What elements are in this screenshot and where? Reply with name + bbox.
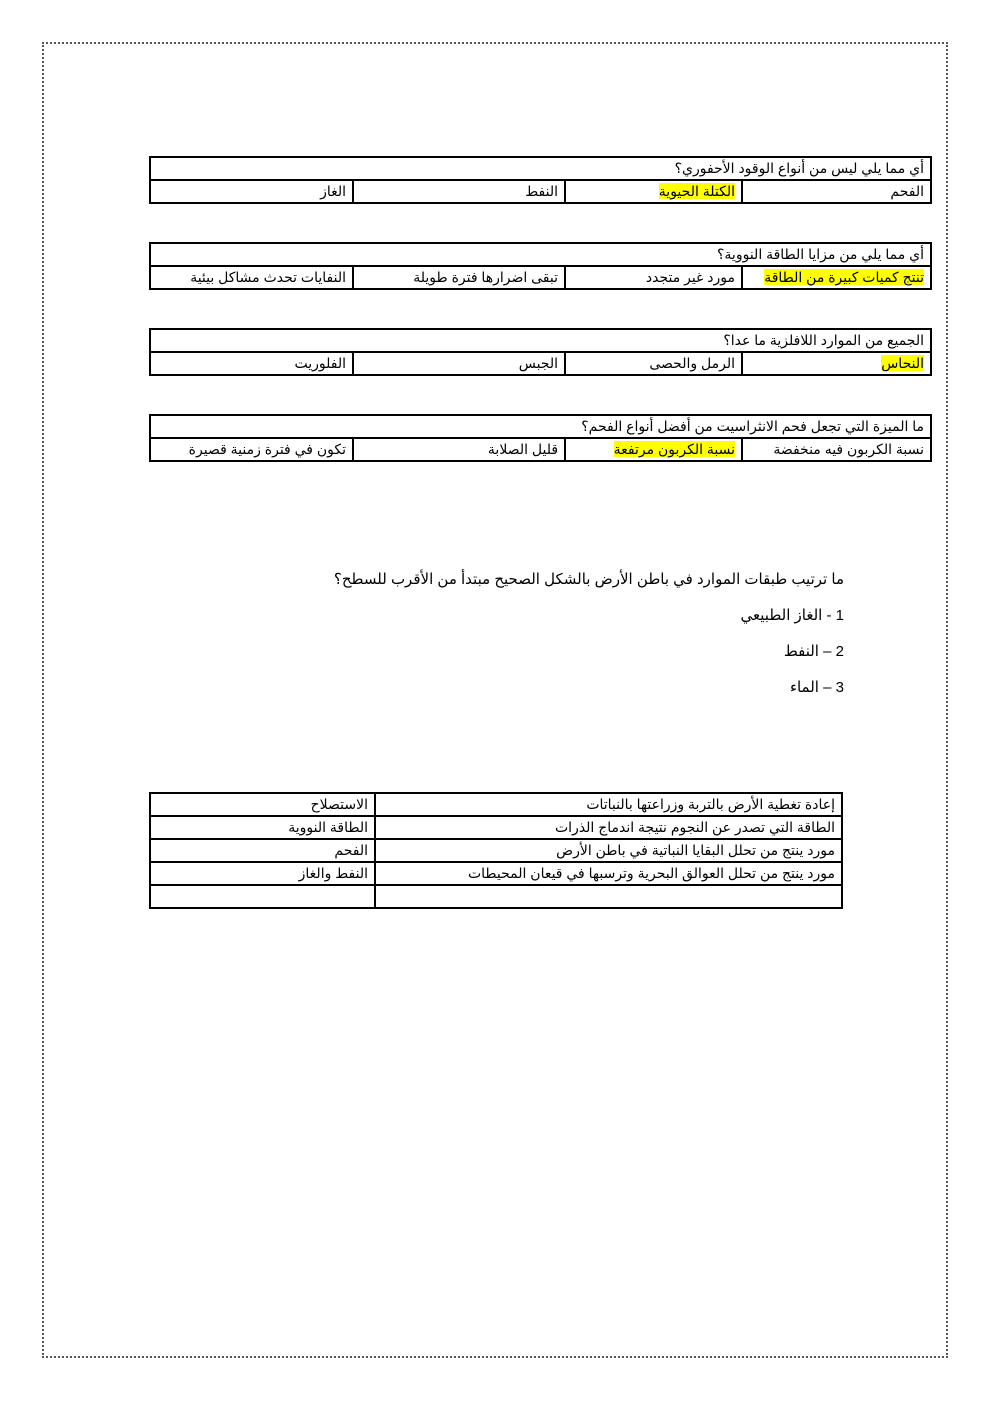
option-c: الجبس <box>353 352 565 375</box>
option-d: النفايات تحدث مشاكل بيئية <box>150 266 353 289</box>
table-row <box>150 816 842 839</box>
question-table-1 <box>149 156 932 204</box>
ordering-item: 2 – النفط <box>783 643 844 660</box>
highlighted-answer: نسبة الكربون مرتفعة <box>613 441 736 457</box>
ordering-item: 1 - الغاز الطبيعي <box>740 607 844 624</box>
table-row <box>150 839 842 862</box>
option-a: نسبة الكربون فيه منخفضة <box>742 438 931 461</box>
ordering-question <box>334 570 844 714</box>
definition-cell: الطاقة التي تصدر عن النجوم نتيجة اندماج الذرات <box>375 816 842 839</box>
option-b: الرمل والحصى <box>565 352 742 375</box>
ordering-prompt: ما ترتيب طبقات الموارد في باطن الأرض بالشكل الصحيح مبتدأ من الأقرب للسطح؟ <box>333 571 844 588</box>
option-c: قليل الصلابة <box>353 438 565 461</box>
option-b <box>565 180 742 203</box>
highlighted-answer: الكتلة الحيوية <box>658 183 735 199</box>
highlighted-answer: النحاس <box>881 355 924 371</box>
term-cell: الطاقة النووية <box>150 816 375 839</box>
matching-table <box>149 792 843 909</box>
question-text: ما الميزة التي تجعل فحم الانثراسيت من أفضل أنواع الفحم؟ <box>150 415 931 438</box>
term-cell: الفحم <box>150 839 375 862</box>
term-cell: الاستصلاح <box>150 793 375 816</box>
option-d: الفلوريت <box>150 352 353 375</box>
option-c: تبقى اضرارها فترة طويلة <box>353 266 565 289</box>
question-text: الجميع من الموارد اللافلزية ما عدا؟ <box>150 329 931 352</box>
option-a: الفحم <box>742 180 931 203</box>
question-table-3 <box>149 328 932 376</box>
option-c: النفط <box>353 180 565 203</box>
highlighted-answer: تنتج كميات كبيرة من الطاقة <box>764 269 924 285</box>
question-text: أي مما يلي من مزايا الطاقة النووية؟ <box>150 243 931 266</box>
table-row <box>150 793 842 816</box>
term-cell <box>150 885 375 908</box>
question-table-2 <box>149 242 932 290</box>
question-table-4 <box>149 414 932 462</box>
option-b <box>565 438 742 461</box>
option-b: مورد غير متجدد <box>565 266 742 289</box>
table-row <box>150 862 842 885</box>
table-row <box>150 885 842 908</box>
definition-cell: مورد ينتج من تحلل البقايا النباتية في باطن الأرض <box>375 839 842 862</box>
definition-cell: إعادة تغطية الأرض بالتربة وزراعتها بالنباتات <box>375 793 842 816</box>
option-d: الغاز <box>150 180 353 203</box>
ordering-item: 3 – الماء <box>789 679 844 696</box>
definition-cell: مورد ينتج من تحلل العوالق البحرية وترسبها في قيعان المحيطات <box>375 862 842 885</box>
option-a <box>742 352 931 375</box>
option-d: تكون في فترة زمنية قصيرة <box>150 438 353 461</box>
question-text: أي مما يلي ليس من أنواع الوقود الأحفوري؟ <box>150 157 931 180</box>
definition-cell <box>375 885 842 908</box>
term-cell: النفط والغاز <box>150 862 375 885</box>
option-a <box>742 266 931 289</box>
